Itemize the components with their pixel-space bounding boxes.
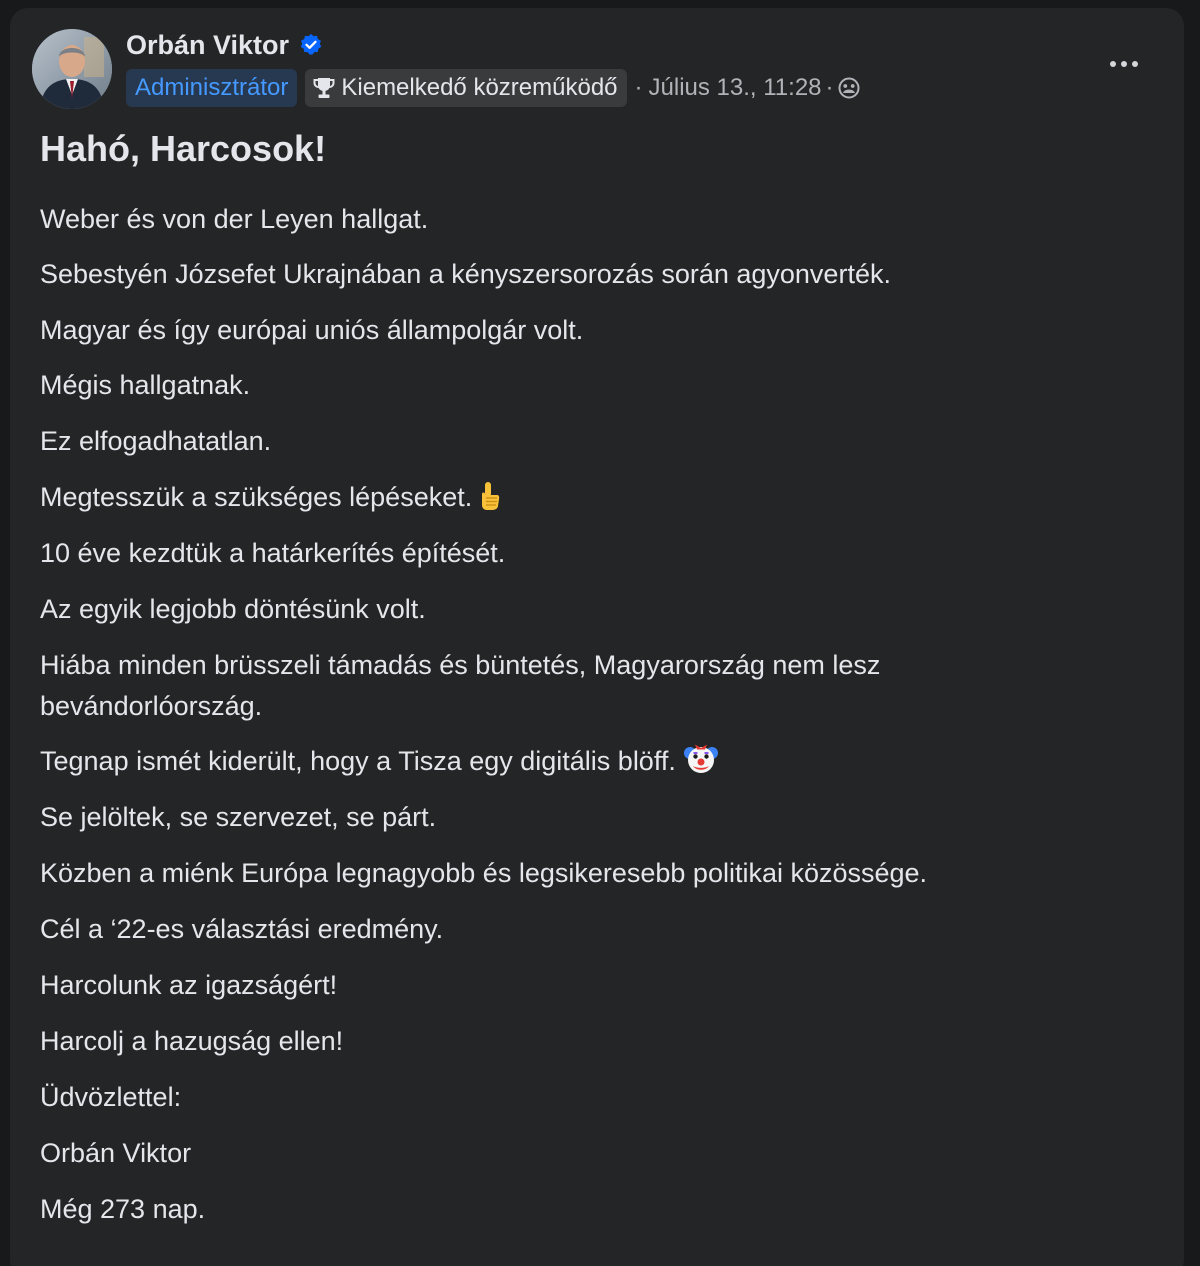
post-line: Magyar és így európai uniós állampolgár volt.: [40, 315, 584, 345]
meta-separator: ·: [825, 74, 834, 101]
post-line: 10 éve kezdtük a határkerítés építését.: [40, 538, 506, 568]
post-meta: [126, 69, 860, 107]
more-options-icon: [1110, 61, 1116, 67]
clown-face-emoji: [684, 743, 718, 775]
post-line: Se jelöltek, se szervezet, se párt.: [40, 802, 437, 832]
post-line: Harcolunk az igazságért!: [40, 970, 338, 1000]
post-line: Még 273 nap.: [40, 1194, 206, 1224]
post-line: Tegnap ismét kiderült, hogy a Tisza egy digitális blöff.: [40, 746, 676, 776]
post-line: Közben a miénk Európa legnagyobb és legsikeresebb politikai közössége.: [40, 858, 928, 888]
post-line: Hiába minden brüsszeli támadás és büntetés, Magyarország nem lesz: [40, 650, 881, 680]
post-card: [10, 8, 1184, 1266]
post-line: Cél a ‘22-es választási eredmény.: [40, 914, 444, 944]
top-contributor-label: Kiemelkedő közreműködő: [341, 74, 618, 101]
post-line: Üdvözlettel:: [40, 1082, 182, 1112]
author-name-text[interactable]: Orbán Viktor: [126, 30, 290, 60]
post-line: Weber és von der Leyen hallgat.: [40, 204, 429, 234]
post-line: Harcolj a hazugság ellen!: [40, 1026, 344, 1056]
post-line-with-emoji: [40, 478, 502, 516]
post-line: Ez elfogadhatatlan.: [40, 426, 272, 456]
post-line: bevándorlóország.: [40, 691, 263, 721]
more-options-button[interactable]: [1100, 46, 1148, 82]
post-line: Sebestyén Józsefet Ukrajnában a kényszersorozás során agyonverték.: [40, 259, 891, 289]
top-contributor-badge[interactable]: [305, 69, 626, 107]
post-line-with-emoji: [40, 742, 718, 780]
author-avatar[interactable]: [32, 29, 112, 109]
admin-badge[interactable]: Adminisztrátor: [126, 69, 297, 107]
post-line: Orbán Viktor: [40, 1138, 192, 1168]
post-title: Hahó, Harcosok!: [40, 128, 327, 169]
post-timestamp[interactable]: Július 13., 11:28: [648, 74, 822, 101]
trophy-icon: [313, 76, 335, 100]
pointing-up-emoji: [476, 481, 502, 511]
group-audience-icon[interactable]: [838, 77, 860, 99]
verified-badge-icon: [299, 33, 323, 57]
avatar-photo-icon: [32, 29, 112, 109]
meta-separator: ·: [634, 74, 643, 101]
author-name[interactable]: [126, 28, 323, 62]
post-line: Mégis hallgatnak.: [40, 370, 251, 400]
post-line: Megtesszük a szükséges lépéseket.: [40, 482, 473, 512]
post-line: Az egyik legjobb döntésünk volt.: [40, 594, 426, 624]
